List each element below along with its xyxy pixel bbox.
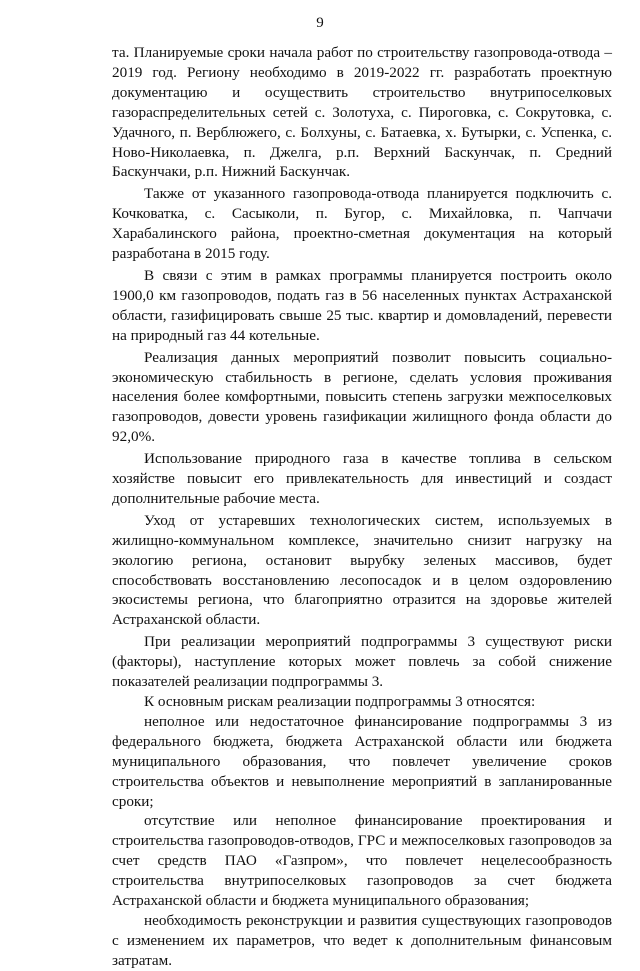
paragraph-kochkovatka: Также от указанного газопровода-отвода планируется подключить с. Кочковатка, с. Сасыколи, п. Бугор, с. Михайловка, п. Чапчачи Харабалинского района, проектно-сметная документация на который разработана в 2015 году. [112, 185, 612, 263]
document-body [112, 43, 612, 971]
risk-item-funding: неполное или недостаточное финансирование подпрограммы 3 из федерального бюджета, бюджета Астраханской области или бюджета муниципального образования, что повлечет увеличение сроков строительства объектов и невыполнение мероприятий в запланированные сроки; [112, 712, 612, 810]
risk-item-gazprom: отсутствие или неполное финансирование проектирования и строительства газопроводов-отводов, ГРС и межпоселковых газопроводов за счет средств ПАО «Газпром», что повлечет нецелесообразность строительства внутрипоселковых газопроводов за счет бюджета Астраханской области и бюджета муниципального образования; [112, 812, 612, 910]
paragraph-implementation-effects: Реализация данных мероприятий позволит повысить социально-экономическую стабильность в регионе, сделать условия проживания населения более комфортными, повысить степень загрузки межпоселковых газопроводов, довести уровень газификации жилищного фонда области до 92,0%. [112, 348, 612, 446]
paragraph-main-risks-heading: К основным рискам реализации подпрограммы 3 относятся: [144, 693, 536, 710]
paragraph-continuation: та. Планируемые сроки начала работ по строительству газопровода-отвода – 2019 год. Региону необходимо в 2019-2022 гг. разработать проектную документацию и осуществить строительство внутрипоселковых газораспределительных сетей с. Золотуха, с. Пироговка, с. Сокрутовка, с. Удачного, п. Верблюжего, с. Болхуны, с. Батаевка, х. Бутырки, с. Успенка, с. Ново-Николаевка, п. Джелга, р.п. Верхний Баскунчак, п. Средний Баскунчаки, р.п. Нижний Баскунчак. [112, 44, 612, 181]
risk-item-reconstruction: необходимость реконструкции и развития существующих газопроводов с изменением их параметров, что ведет к дополнительным финансовым затратам. [112, 911, 612, 969]
paragraph-agriculture: Использование природного газа в качестве топлива в сельском хозяйстве повысит его привлекательность для инвестиций и создаст дополнительные рабочие места. [112, 450, 612, 507]
paragraph-ecology: Уход от устаревших технологических систем, используемых в жилищно-коммунальном комплексе, значительно снизит нагрузку на экологию региона, остановит вырубку зеленых массивов, будет способствовать восстановлению лесопосадок и в целом оздоровлению экосистемы региона, что благоприятно отразится на здоровье жителей Астраханской области. [112, 511, 612, 629]
paragraph-program-plan: В связи с этим в рамках программы планируется построить около 1900,0 км газопроводов, подать газ в 56 населенных пунктах Астраханской области, газифицировать свыше 25 тыс. квартир и домовладений, перевести на природный газ 44 котельные. [112, 266, 612, 344]
page-number: 9 [316, 15, 324, 31]
paragraph-risks-intro: При реализации мероприятий подпрограммы 3 существуют риски (факторы), наступление которых может повлечь за собой снижение показателей реализации подпрограммы 3. [112, 633, 612, 691]
